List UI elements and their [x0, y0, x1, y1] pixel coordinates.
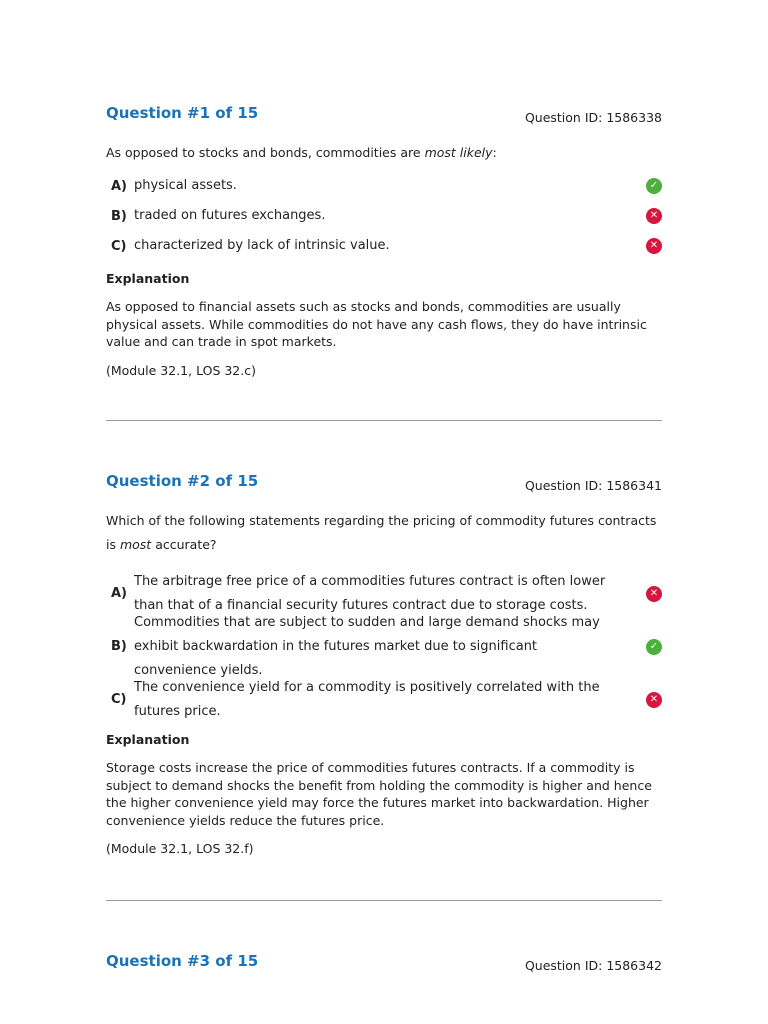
option-text: The convenience yield for a commodity is positively correlated with the futures price.	[134, 679, 600, 719]
question-id: Question ID: 1586338	[524, 110, 662, 125]
question-3	[106, 952, 662, 976]
option-letter: B)	[111, 208, 127, 224]
question-header	[106, 472, 662, 496]
question-header	[106, 952, 662, 976]
option-text: The arbitrage free price of a commodities futures contract is often lower than that of a financial security futures contract due to storage costs.	[134, 573, 606, 613]
option-letter: A)	[111, 178, 128, 194]
divider	[106, 900, 662, 901]
option-letter: A)	[111, 586, 128, 601]
los-reference: (Module 32.1, LOS 32.f)	[106, 841, 254, 856]
x-circle-icon: ✕	[646, 238, 662, 254]
answer-option-a[interactable]	[106, 171, 662, 201]
question-id: Question ID: 1586342	[524, 958, 662, 973]
explanation-text: Storage costs increase the price of commodities futures contracts. If a commodity is subject to demand shocks the benefit from holding the commodity is higher and hence the higher convenience yield may force the futures market into backwardation. Higher convenience yields reduce the futures price.	[106, 760, 652, 828]
answer-options	[106, 171, 662, 261]
option-letter: C)	[111, 238, 127, 254]
divider	[106, 420, 662, 421]
question-id: Question ID: 1586341	[524, 478, 662, 493]
x-circle-icon: ✕	[646, 692, 662, 708]
question-stem: Which of the following statements regarding the pricing of commodity futures contracts is most accurate?	[106, 513, 657, 552]
answer-option-b[interactable]	[106, 614, 662, 678]
emphasis-text: most likely	[424, 145, 493, 160]
emphasis-text: most	[119, 537, 152, 552]
answer-option-c[interactable]	[106, 673, 662, 726]
check-circle-icon: ✓	[646, 639, 662, 655]
question-title: Question #1 of 15	[106, 104, 259, 122]
x-circle-icon: ✕	[646, 208, 662, 224]
option-letter: C)	[111, 692, 127, 707]
check-circle-icon: ✓	[646, 178, 662, 194]
option-text: characterized by lack of intrinsic value.	[134, 238, 390, 253]
option-text: physical assets.	[134, 178, 237, 193]
question-stem: As opposed to stocks and bonds, commodities are most likely:	[106, 145, 497, 160]
option-text: traded on futures exchanges.	[134, 208, 326, 223]
question-2	[106, 472, 662, 856]
option-text: Commodities that are subject to sudden and large demand shocks may exhibit backwardation in the futures market due to significant convenience yields.	[134, 614, 600, 678]
answer-option-c[interactable]	[106, 231, 662, 261]
los-reference: (Module 32.1, LOS 32.c)	[106, 362, 256, 378]
question-header	[106, 104, 662, 128]
x-circle-icon: ✕	[646, 586, 662, 602]
explanation-text: As opposed to financial assets such as stocks and bonds, commodities are usually physical assets. While commodities do not have any cash flows, they do have intrinsic value and can trade in spot markets.	[106, 299, 647, 349]
explanation-heading: Explanation	[106, 732, 190, 747]
question-title: Question #2 of 15	[106, 472, 259, 490]
question-1	[106, 104, 662, 378]
question-title: Question #3 of 15	[106, 952, 259, 970]
option-letter: B)	[111, 639, 127, 654]
answer-options	[106, 567, 662, 726]
explanation-heading: Explanation	[106, 271, 190, 286]
answer-option-b[interactable]	[106, 201, 662, 231]
